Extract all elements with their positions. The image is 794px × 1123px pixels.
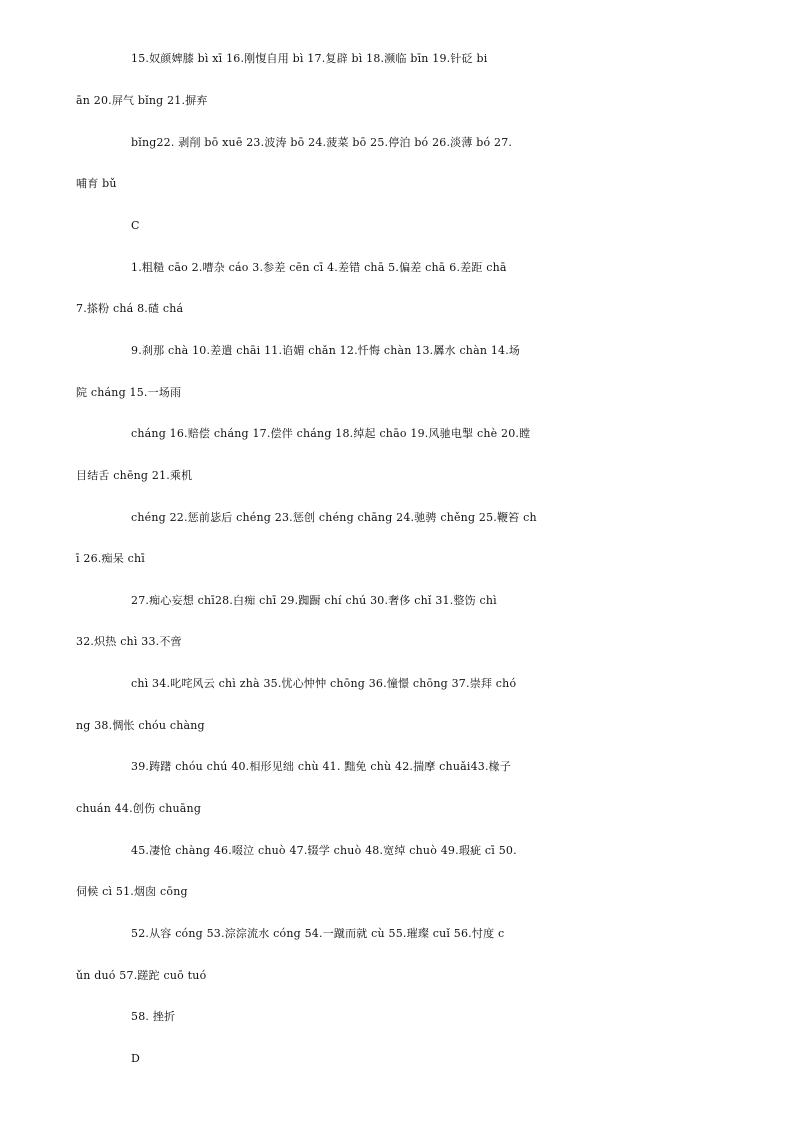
text-line: 院 cháng 15.一场雨: [76, 386, 182, 399]
text-line: 39.踌躇 chóu chú 40.相形见绌 chù 41. 黜免 chù 42.揣摩 chuǎi43.椽子: [131, 760, 512, 773]
text-line: chì 34.叱咤风云 chì zhà 35.忧心忡忡 chōng 36.憧憬 chōng 37.崇拜 chó: [131, 677, 517, 690]
text-line: ī 26.痴呆 chī: [76, 552, 145, 565]
section-letter: C: [131, 219, 140, 232]
text-line: 58. 挫折: [131, 1010, 176, 1023]
section-letter: D: [131, 1052, 141, 1065]
text-line: chuán 44.创伤 chuāng: [76, 802, 202, 815]
text-line: 9.刹那 chà 10.差遣 chāi 11.谄媚 chǎn 12.忏悔 chàn 13.羼水 chàn 14.场: [131, 344, 521, 357]
text-line: 15.奴颜婢膝 bì xī 16.刚愎自用 bì 17.复辟 bì 18.濒临 bīn 19.针砭 bi: [131, 52, 488, 65]
text-line: 52.从容 cóng 53.淙淙流水 cóng 54.一蹴而就 cù 55.璀璨 cuǐ 56.忖度 c: [131, 927, 505, 940]
text-line: 1.粗糙 cāo 2.嘈杂 cáo 3.参差 cēn cī 4.差错 chā 5.偏差 chā 6.差距 chā: [131, 261, 507, 274]
text-line: ng 38.惆怅 chóu chàng: [76, 719, 205, 732]
text-line: ǔn duó 57.蹉跎 cuō tuó: [76, 969, 207, 982]
text-line: 7.搽粉 chá 8.碴 chá: [76, 302, 184, 315]
text-line: 27.痴心妄想 chī28.白痴 chī 29.踟蹰 chí chú 30.奢侈 chǐ 31.整饬 chì: [131, 594, 497, 607]
text-line: 目结舌 chēng 21.乘机: [76, 469, 193, 482]
text-line: bǐng22. 剥削 bō xuē 23.波涛 bō 24.菠菜 bō 25.停泊 bó 26.淡薄 bó 27.: [131, 136, 513, 149]
text-line: chéng 22.惩前毖后 chéng 23.惩创 chéng chāng 24.驰骋 chěng 25.鞭笞 ch: [131, 511, 537, 524]
text-line: cháng 16.赔偿 cháng 17.偿伴 cháng 18.绰起 chāo 19.风驰电掣 chè 20.瞠: [131, 427, 531, 440]
text-line: 32.炽热 chì 33.不啻: [76, 635, 182, 648]
text-line: 哺育 bǔ: [76, 177, 117, 190]
text-line: 伺候 cì 51.烟囱 cōng: [76, 885, 188, 898]
text-line: 45.凄怆 chàng 46.啜泣 chuò 47.辍学 chuò 48.宽绰 chuò 49.瑕疵 cī 50.: [131, 844, 517, 857]
text-line: ān 20.屏气 bǐng 21.摒弃: [76, 94, 208, 107]
